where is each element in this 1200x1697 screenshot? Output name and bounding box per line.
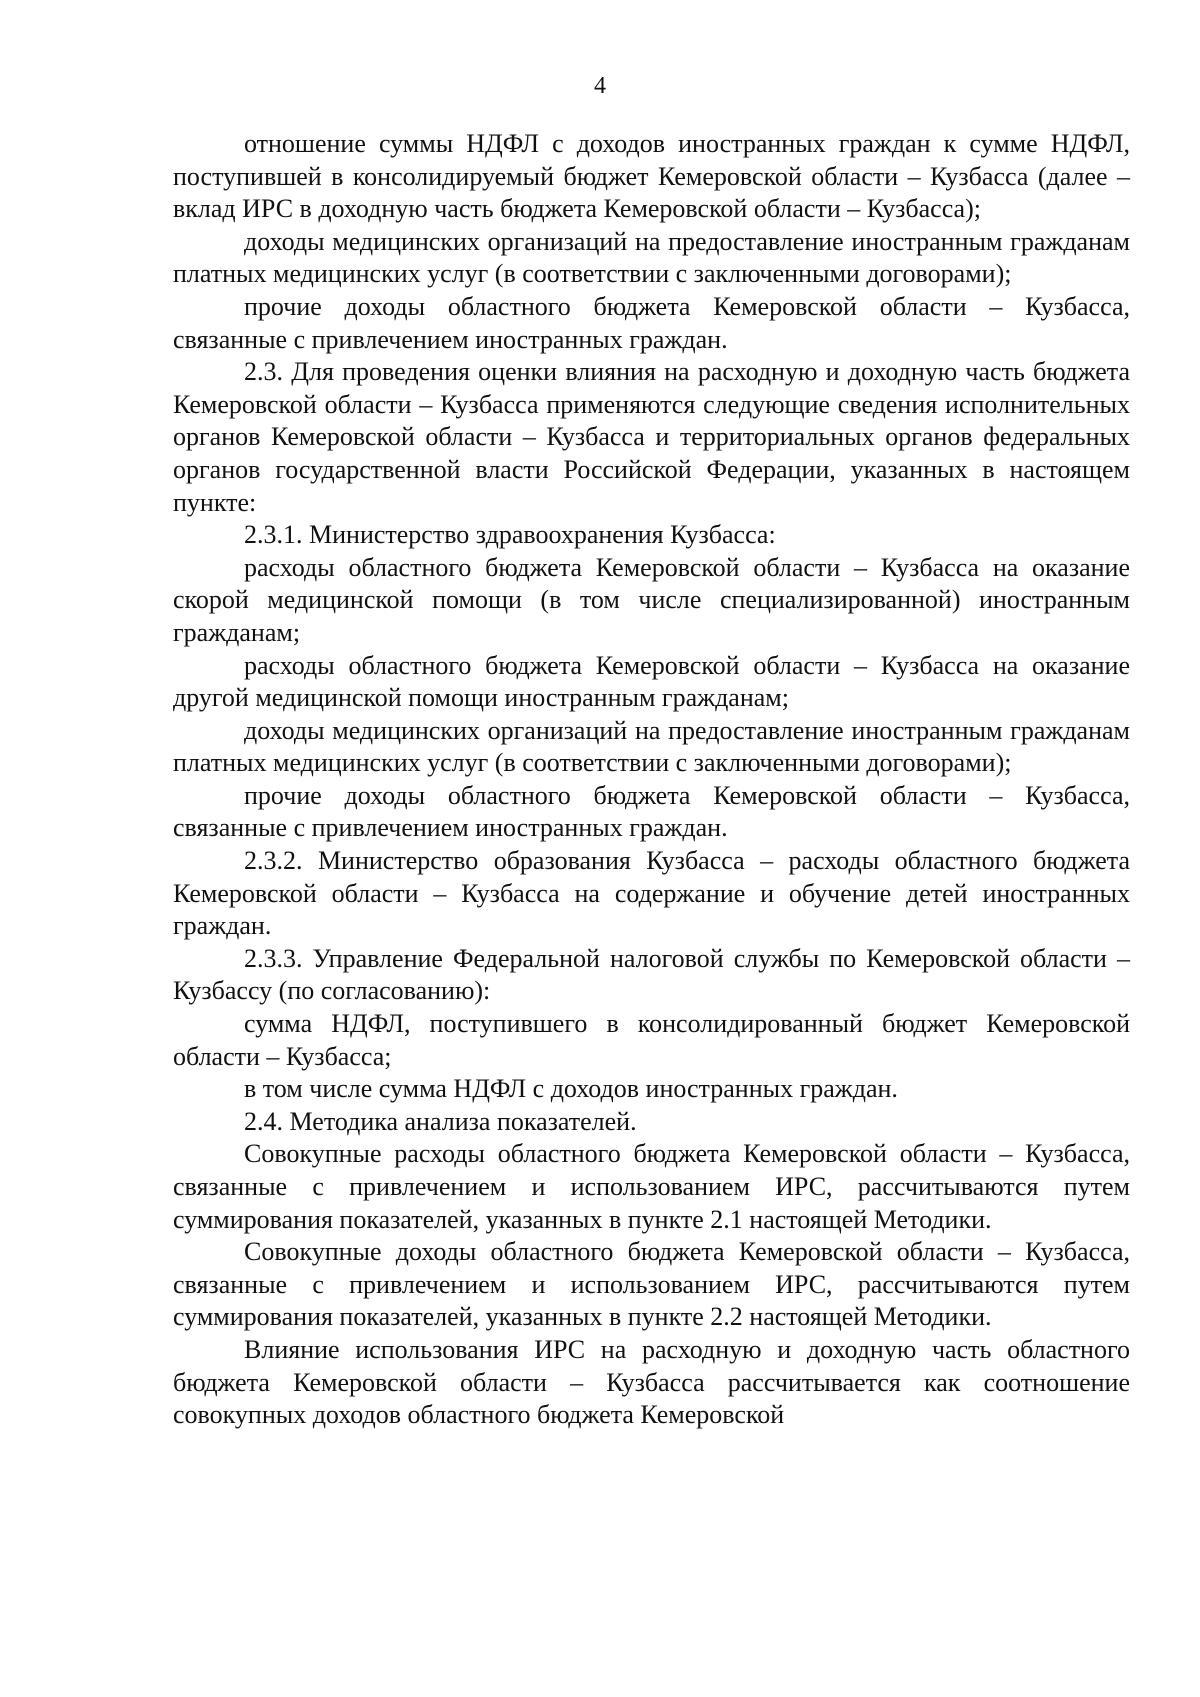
paragraph: расходы областного бюджета Кемеровской области – Кузбасса на оказание скорой медицинской помощи (в том числе специализированной) иностранным гражданам; (173, 552, 1130, 647)
paragraph: прочие доходы областного бюджета Кемеровской области – Кузбасса, связанные с привлечением иностранных граждан. (173, 291, 1130, 354)
paragraph: в том числе сумма НДФЛ с доходов иностранных граждан. (244, 1074, 898, 1104)
paragraph: 2.3. Для проведения оценки влияния на расходную и доходную часть бюджета Кемеровской области – Кузбасса применяются следующие сведения исполнительных органов Кемеровской области – Кузбасса и территориальных органов федеральных органов государственной власти Российской Федерации, указанных в настоящем пункте: (173, 357, 1130, 517)
document-body (173, 128, 1130, 1432)
paragraph: расходы областного бюджета Кемеровской области – Кузбасса на оказание другой медицинской помощи иностранным гражданам; (173, 650, 1130, 713)
paragraph: сумма НДФЛ, поступившего в консолидированный бюджет Кемеровской области – Кузбасса; (173, 1009, 1130, 1071)
paragraph: отношение суммы НДФЛ с доходов иностранных граждан к сумме НДФЛ, поступившей в консолидируемый бюджет Кемеровской области – Кузбасса (далее – вклад ИРС в доходную часть бюджета Кемеровской области – Кузбасса); (173, 129, 1130, 224)
paragraph: 2.3.3. Управление Федеральной налоговой службы по Кемеровской области – Кузбассу (по согласованию): (173, 943, 1130, 1006)
paragraph: 2.4. Методика анализа показателей. (244, 1106, 637, 1136)
paragraph: 2.3.2. Министерство образования Кузбасса – расходы областного бюджета Кемеровской области – Кузбасса на содержание и обучение детей иностранных граждан. (173, 846, 1130, 941)
paragraph: прочие доходы областного бюджета Кемеровской области – Кузбасса, связанные с привлечением иностранных граждан. (173, 780, 1130, 843)
paragraph: Влияние использования ИРС на расходную и доходную часть областного бюджета Кемеровской области – Кузбасса рассчитывается как соотношение совокупных доходов областного бюджета Кемеровской (173, 1334, 1130, 1430)
paragraph: доходы медицинских организаций на предоставление иностранным гражданам платных медицинских услуг (в соответствии с заключенными договорами); (173, 715, 1130, 778)
paragraph: доходы медицинских организаций на предоставление иностранным гражданам платных медицинских услуг (в соответствии с заключенными договорами); (173, 226, 1130, 289)
page-number: 4 (594, 73, 606, 99)
paragraph: 2.3.1. Министерство здравоохранения Кузбасса: (244, 520, 776, 550)
paragraph: Совокупные расходы областного бюджета Кемеровской области – Кузбасса, связанные с привлечением и использованием ИРС, рассчитываются путем суммирования показателей, указанных в пункте 2.1 настоящей Методики. (173, 1139, 1130, 1234)
paragraph: Совокупные доходы областного бюджета Кемеровской области – Кузбасса, связанные с привлечением и использованием ИРС, рассчитываются путем суммирования показателей, указанных в пункте 2.2 настоящей Методики. (173, 1237, 1130, 1332)
